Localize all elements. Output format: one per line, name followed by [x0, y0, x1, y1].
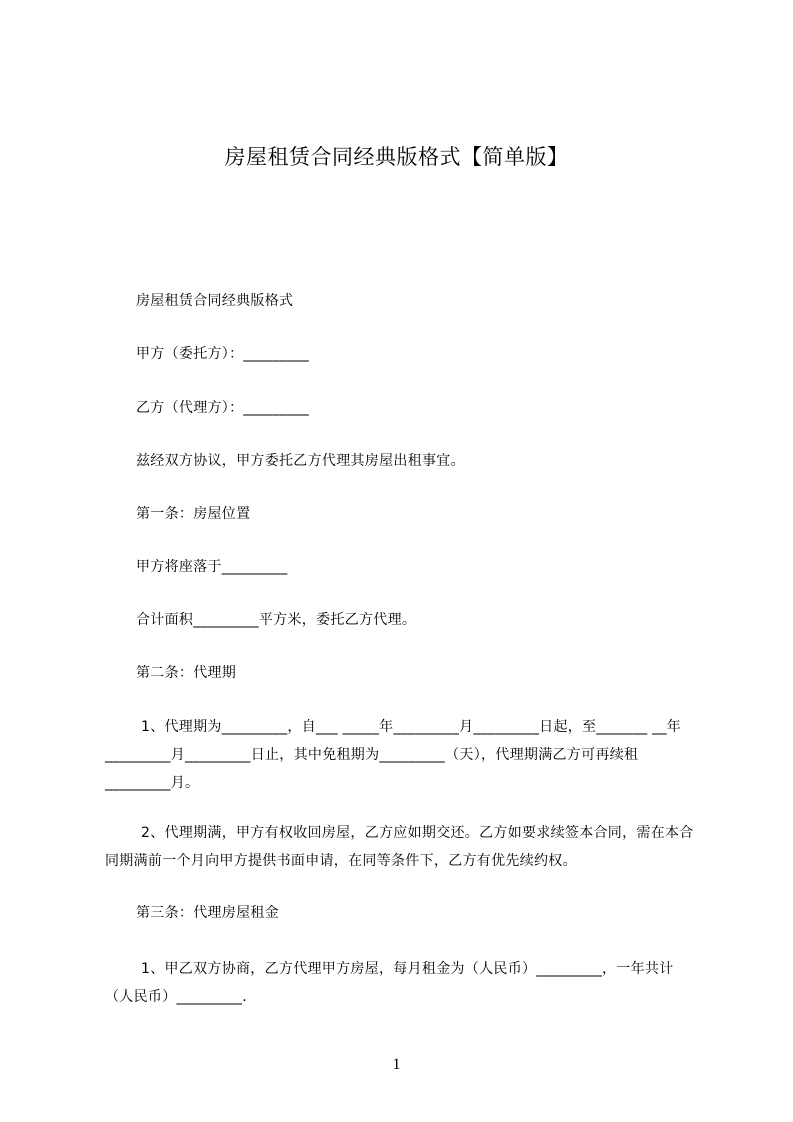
section-heading-3: 第三条：代理房屋租金 — [136, 905, 279, 921]
paragraph-party-b: 乙方（代理方）：_________ — [136, 400, 310, 416]
section-heading-1: 第一条：房屋位置 — [136, 506, 251, 522]
paragraph-area: 合计面积_________平方米，委托乙方代理。 — [136, 612, 417, 628]
paragraph-subtitle: 房屋租赁合同经典版格式 — [136, 293, 294, 309]
section-heading-2: 第二条：代理期 — [136, 665, 237, 681]
paragraph-agreement: 兹经双方协议，甲方委托乙方代理其房屋出租事宜。 — [136, 453, 465, 469]
document-title: 房屋租赁合同经典版格式【简单版】 — [224, 145, 569, 169]
paragraph-location: 甲方将座落于_________ — [136, 559, 288, 575]
paragraph-rent-1: 1、甲乙双方协商，乙方代理甲方房屋，每月租金为（人民币）_________，一年共计（人民币）_________. — [105, 961, 674, 1005]
page-number: 1 — [392, 1056, 401, 1073]
paragraph-term-1: 1、代理期为_________，自___ _____年_________月_________日起，至_______ __年_________月_________日止，其中免租期为_________（天），代理期满乙方可再续租_________月。 — [105, 719, 682, 791]
paragraph-term-2: 2、代理期满，甲方有权收回房屋，乙方应如期交还。乙方如要求续签本合同，需在本合同期满前一个月向甲方提供书面申请，在同等条件下，乙方有优先续约权。 — [105, 825, 694, 869]
paragraph-party-a: 甲方（委托方）：_________ — [136, 346, 310, 362]
